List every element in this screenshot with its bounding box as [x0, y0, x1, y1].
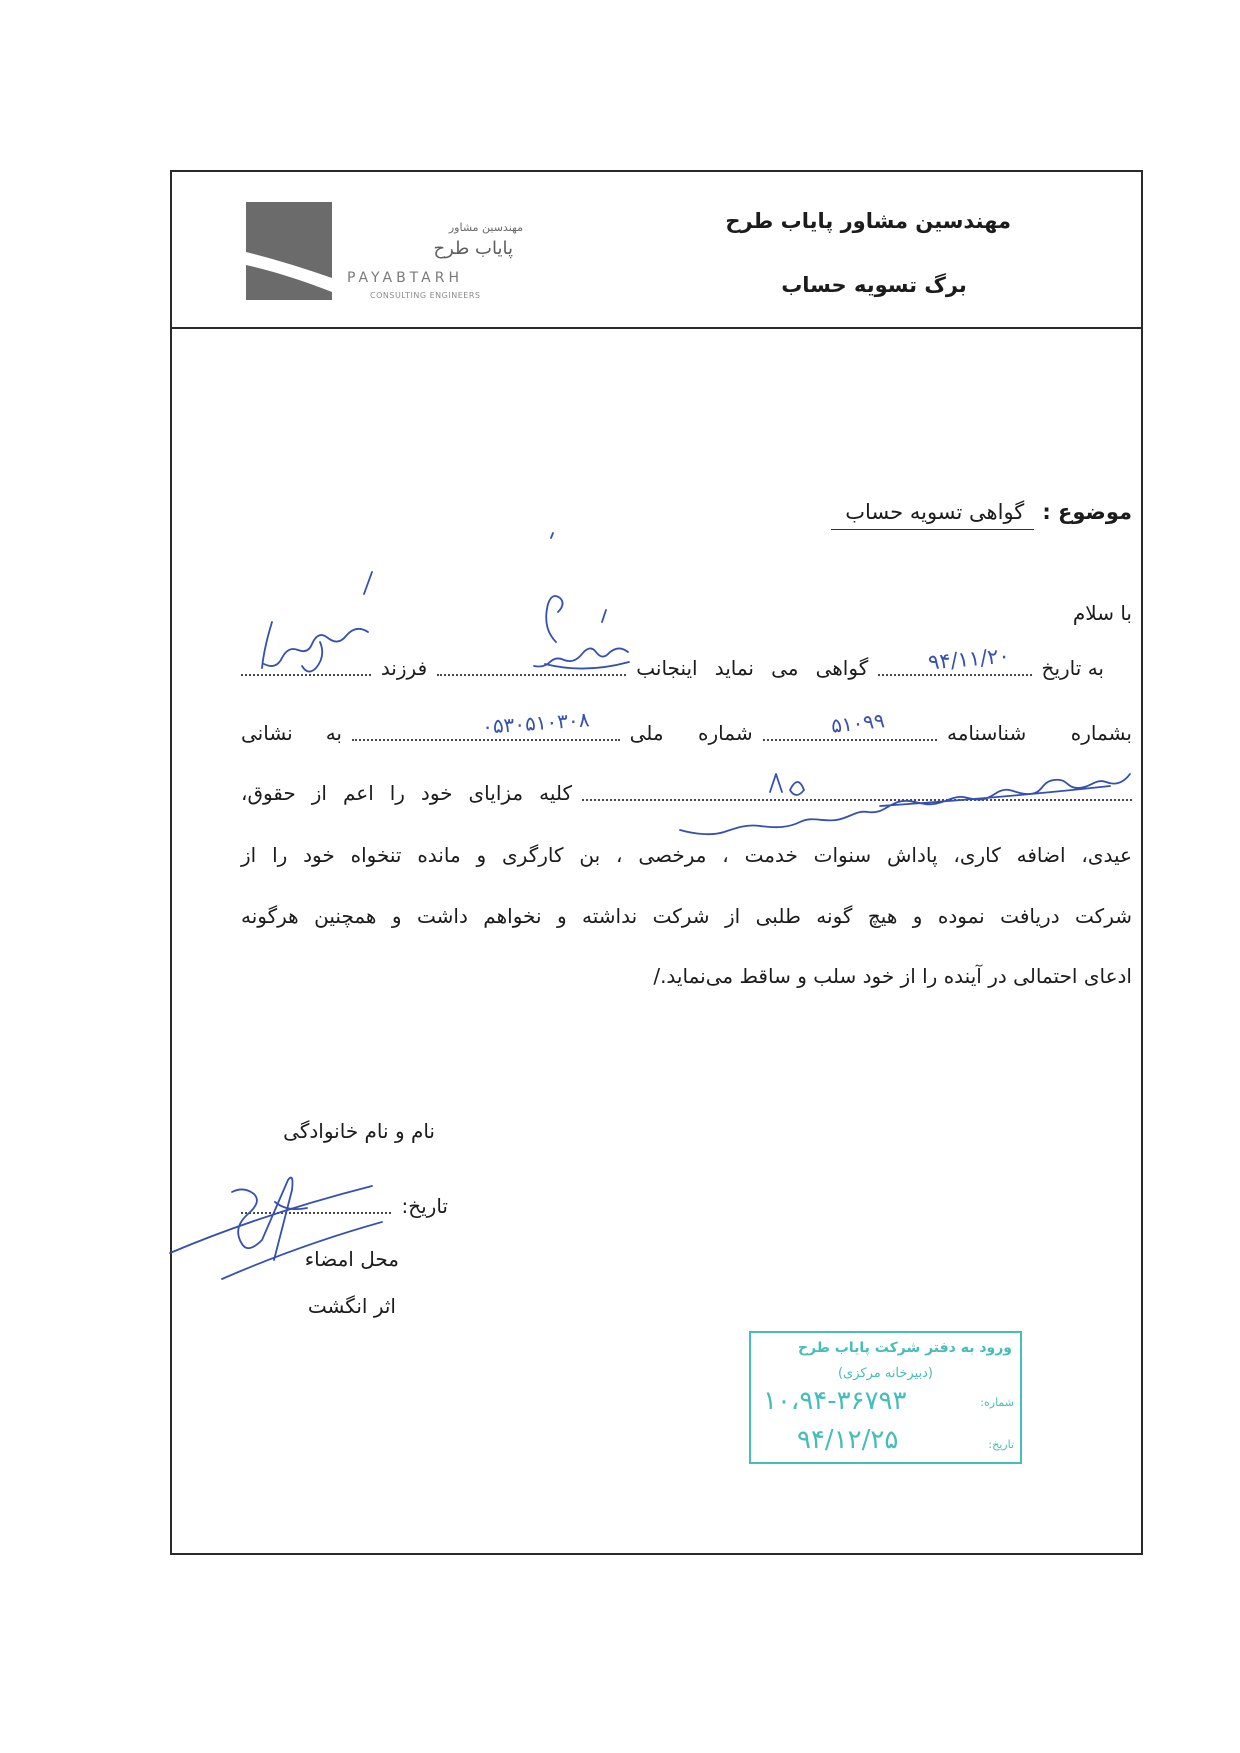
company-name: مهندسین مشاور پایاب طرح [725, 209, 1011, 233]
national-number-field [352, 707, 620, 741]
logo-text-payabtarh: PAYABTARH [347, 270, 463, 286]
signature-date-row [241, 1191, 448, 1221]
body-line-4: عیدی، اضافه کاری، پاداش سنوات خدمت ، مرخصی ، بن کارگری و مانده تنخواه خود را از [241, 843, 1132, 867]
full-name-label: نام و نام خانوادگی [283, 1119, 435, 1143]
registry-stamp [749, 1331, 1022, 1464]
stamp-date-label: تاریخ: [988, 1438, 1014, 1451]
handwritten-id-number: ۵۱۰۹۹ [830, 708, 887, 738]
address-field [582, 778, 1132, 801]
stamp-date: ۹۴/۱۲/۲۵ [797, 1425, 899, 1455]
signature-place-label: محل امضاء [304, 1247, 399, 1271]
national-number-label: شماره ملی [629, 721, 753, 745]
body-line-2 [241, 707, 1132, 748]
handwritten-date: ۹۴/۱۱/۲۰ [926, 643, 1011, 675]
fingerprint-label: اثر انگشت [307, 1294, 396, 1318]
greeting: با سلام [1072, 601, 1132, 625]
header-divider [170, 327, 1143, 329]
child-of-label: فرزند [380, 656, 428, 680]
stamp-number-label: شماره: [980, 1396, 1014, 1409]
stamp-title: ورود به دفتر شرکت پایاب طرح [797, 1340, 1012, 1356]
handwritten-national-number: ۰۵۳۰۵۱۰۳۰۸ [481, 707, 591, 739]
father-name-field [241, 653, 371, 676]
logo-text-consulting: مهندسین مشاور [448, 221, 523, 234]
id-number-label: بشماره شناسنامه [947, 721, 1132, 745]
stamp-subtitle: (دبیرخانه مرکزی) [837, 1366, 934, 1381]
logo-text-payabtarh-fa: پایاب طرح [433, 238, 513, 259]
id-number-field [763, 708, 937, 741]
name-field [437, 653, 626, 676]
body-line-1 [241, 643, 1104, 683]
form-title: برگ تسویه حساب [781, 273, 967, 297]
body-line-6: ادعای احتمالی در آینده را از خود سلب و ساقط می‌نماید./ [653, 964, 1132, 988]
date-field [878, 643, 1031, 676]
logo-text-consulting-engineers: CONSULTING ENGINEERS [370, 291, 481, 300]
subject-line [831, 496, 1132, 530]
certify-text: گواهی می نماید اینجانب [636, 656, 869, 680]
date-label: به تاریخ [1041, 656, 1104, 680]
signature-date-label: تاریخ: [401, 1194, 448, 1218]
body-line-5: شرکت دریافت نموده و هیچ گونه طلبی از شرکت نداشته و نخواهم داشت و همچنین هرگونه [241, 904, 1132, 928]
company-logo-icon [246, 202, 332, 300]
subject-value: گواهی تسویه حساب [831, 497, 1034, 530]
subject-label: موضوع : [1042, 500, 1132, 524]
stamp-number: ۱۰،۹۴-۳۶۷۹۳ [763, 1386, 907, 1416]
body-line-3 [241, 778, 1132, 808]
signature-date-field [241, 1191, 391, 1214]
address-label: به نشانی [241, 721, 342, 745]
benefits-text: کلیه مزایای خود را اعم از حقوق، [241, 781, 572, 805]
